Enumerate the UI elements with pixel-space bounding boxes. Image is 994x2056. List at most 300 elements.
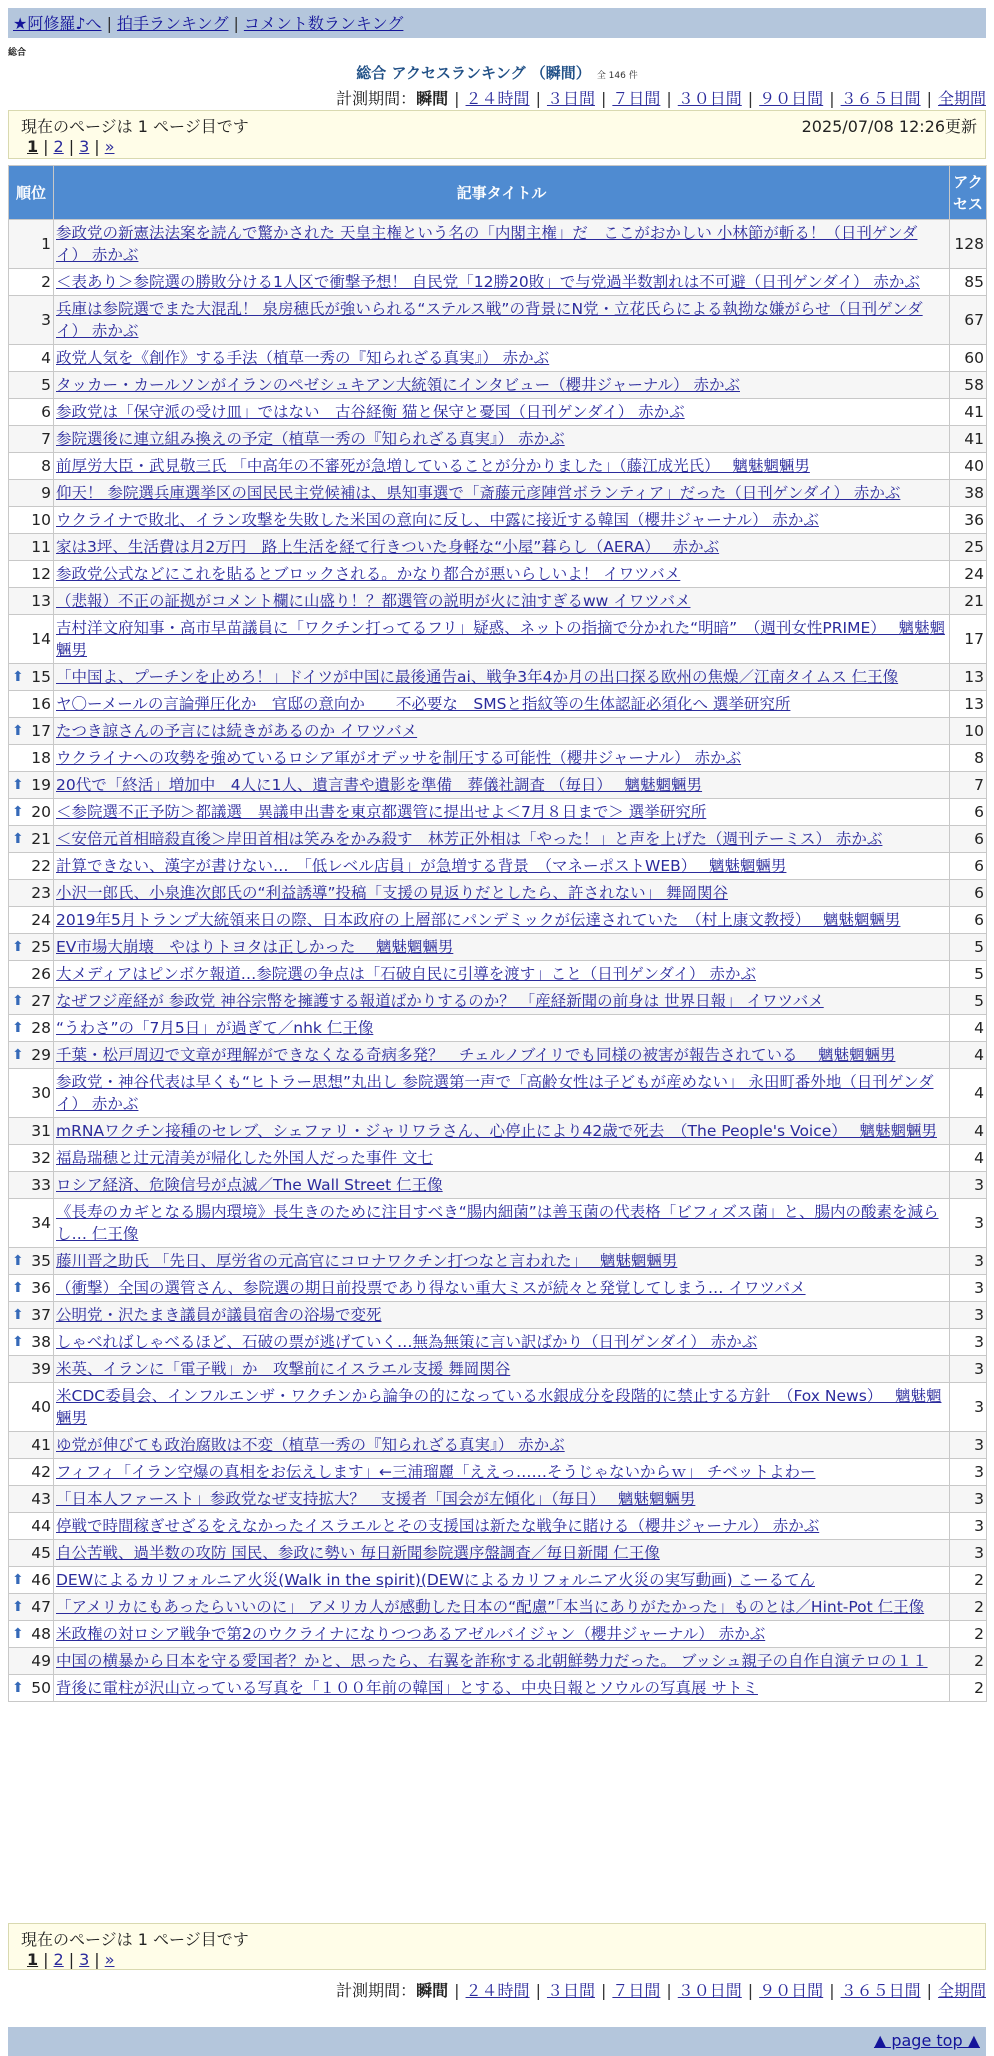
article-link[interactable]: mRNAワクチン接種のセレブ、シェファリ・ジャリワラさん、心停止により42歳で死去 （The People's Voice） 魑魅魍魎男: [56, 1122, 937, 1140]
article-link[interactable]: 米英、イランに「電子戦」か 攻撃前にイスラエル支援 舞岡関谷: [56, 1360, 511, 1378]
rank-number: 35: [31, 1252, 51, 1270]
access-count: 2: [950, 1594, 987, 1621]
access-count: 3: [950, 1356, 987, 1383]
access-count: 38: [950, 480, 987, 507]
ranking-table: [8, 165, 987, 1702]
article-link[interactable]: 藤川晋之助氏 「先日、厚労省の元高官にコロナワクチン打つなと言われた」 魑魅魍魎男: [56, 1252, 678, 1270]
rank-cell: [9, 907, 54, 934]
article-link[interactable]: しゃべればしゃべるほど、石破の票が逃げていく…無為無策に言い訳ばかり（日刊ゲンダイ） 赤かぶ: [56, 1333, 758, 1351]
access-count: 3: [950, 1383, 987, 1432]
rank-up-icon: ⬆: [12, 669, 24, 685]
rank-number: 7: [41, 430, 51, 448]
article-link[interactable]: ゆ党が伸びても政治腐敗は不変（植草一秀の『知られざる真実』） 赤かぶ: [56, 1436, 565, 1454]
access-count: 3: [950, 1199, 987, 1248]
period-separator: |: [926, 1981, 932, 2000]
rank-number: 18: [31, 749, 51, 767]
period-link[interactable]: ３０日間: [677, 89, 742, 108]
access-count: 2: [950, 1621, 987, 1648]
rank-cell: [9, 1432, 54, 1459]
access-count: 3: [950, 1172, 987, 1199]
access-count: 128: [950, 220, 987, 269]
title-cell: [54, 1329, 950, 1356]
table-row: [9, 1594, 987, 1621]
article-link[interactable]: ヤ〇ーメールの言論弾圧化か 官邸の意向か 不必要な SMSと指紋等の生体認証必須化へ 選挙研究所: [56, 695, 791, 713]
article-link[interactable]: DEWによるカリフォルニア火災(Walk in the spirit)(DEWによるカリフォルニア火災の実写動画) こーるてん: [56, 1571, 815, 1589]
page-link[interactable]: 3: [79, 1950, 90, 1969]
title-cell: [54, 961, 950, 988]
updated-timestamp: 2025/07/08 12:26更新: [801, 117, 977, 136]
period-link[interactable]: ２４時間: [465, 89, 530, 108]
rank-number: 10: [31, 511, 51, 529]
rank-number: 8: [41, 457, 51, 475]
title-cell: [54, 718, 950, 745]
article-link[interactable]: EV市場大崩壊 やはりトヨタは正しかった 魑魅魍魎男: [56, 938, 454, 956]
rank-number: 21: [31, 830, 51, 848]
rank-cell: [9, 1356, 54, 1383]
article-link[interactable]: “うわさ”の「7月5日」が過ぎて／nhk 仁王像: [56, 1019, 374, 1037]
top-nav-bar: [8, 8, 986, 38]
rank-cell: [9, 1459, 54, 1486]
table-row: [9, 534, 987, 561]
title-cell: [54, 1513, 950, 1540]
nav-separator: |: [106, 14, 112, 33]
rank-cell: [9, 220, 54, 269]
home-link[interactable]: ★阿修羅♪へ: [13, 14, 102, 33]
table-row: [9, 772, 987, 799]
period-link[interactable]: 全期間: [937, 1981, 986, 2000]
table-row: [9, 588, 987, 615]
access-count: 40: [950, 453, 987, 480]
article-link[interactable]: 20代で「終活」増加中 4人に1人、遺言書や遺影を準備 葬儀社調査 （毎日） 魑魅魍魎男: [56, 776, 703, 794]
title-cell: [54, 1118, 950, 1145]
access-count: 24: [950, 561, 987, 588]
access-count: 60: [950, 345, 987, 372]
article-link[interactable]: 公明党・沢たまき議員が議員宿舎の浴場で変死: [56, 1306, 382, 1324]
access-count: 4: [950, 1145, 987, 1172]
rank-number: 4: [41, 349, 51, 367]
current-page-text: 現在のページは 1 ページ目です: [21, 117, 249, 136]
title-cell: [54, 772, 950, 799]
article-link[interactable]: 参政党の新憲法法案を読んで驚かされた 天皇主権という名の「内閣主権」だ ここがおかしい 小林節が斬る！（日刊ゲンダイ） 赤かぶ: [56, 224, 918, 264]
title-cell: [54, 1486, 950, 1513]
rank-up-icon: ⬆: [12, 993, 24, 1009]
rank-cell: [9, 664, 54, 691]
period-link[interactable]: 全期間: [937, 89, 986, 108]
period-label: 計測期間：: [336, 89, 417, 108]
rank-up-icon: ⬆: [12, 723, 24, 739]
rank-number: 12: [31, 565, 51, 583]
article-link[interactable]: 福島瑞穂と辻元清美が帰化した外国人だった事件 文七: [56, 1149, 433, 1167]
title-cell: [54, 1459, 950, 1486]
rank-cell: [9, 826, 54, 853]
title-cell: [54, 1621, 950, 1648]
rank-number: 29: [31, 1046, 51, 1064]
article-link[interactable]: 「日本人ファースト」参政党なぜ支持拡大？ 支援者「国会が左傾化」（毎日） 魑魅魍魎男: [56, 1490, 696, 1508]
rank-number: 46: [31, 1571, 51, 1589]
page-current: 1: [27, 137, 39, 156]
rank-number: 3: [41, 311, 51, 329]
article-link[interactable]: なぜフジ産経が 参政党 神谷宗幣を擁護する報道ばかりするのか？ 「産経新聞の前身は 世界日報」 イワツバメ: [56, 992, 824, 1010]
next-page-link[interactable]: »: [104, 137, 115, 156]
article-link[interactable]: ウクライナで敗北、イラン攻撃を失敗した米国の意向に反し、中露に接近する韓国（櫻井ジャーナル） 赤かぶ: [56, 511, 819, 529]
rank-cell: [9, 1145, 54, 1172]
rank-cell: [9, 480, 54, 507]
rank-cell: [9, 1275, 54, 1302]
period-link[interactable]: ３６５日間: [840, 89, 921, 108]
title-cell: [54, 1199, 950, 1248]
article-link[interactable]: 停戦で時間稼ぎせざるをえなかったイスラエルとその支援国は新たな戦争に賭ける（櫻井ジャーナル） 赤かぶ: [56, 1517, 820, 1535]
title-cell: [54, 453, 950, 480]
table-row: [9, 1248, 987, 1275]
title-cell: [54, 1042, 950, 1069]
rank-cell: [9, 1567, 54, 1594]
rank-cell: [9, 799, 54, 826]
title-cell: [54, 691, 950, 718]
rank-cell: [9, 988, 54, 1015]
table-row: [9, 1302, 987, 1329]
page-link[interactable]: 3: [79, 137, 90, 156]
article-link[interactable]: たつき諒さんの予言には続きがあるのか イワツバメ: [56, 722, 418, 740]
rank-cell: [9, 507, 54, 534]
period-separator: |: [535, 1981, 541, 2000]
rank-number: 31: [31, 1122, 51, 1140]
table-row: [9, 1513, 987, 1540]
title-cell: [54, 399, 950, 426]
period-link[interactable]: ９０日間: [759, 89, 824, 108]
article-link[interactable]: （衝撃）全国の選管さん、参院選の期日前投票であり得ない重大ミスが続々と発覚してしまう… イワツバメ: [56, 1279, 806, 1297]
table-row: [9, 1199, 987, 1248]
rank-cell: [9, 691, 54, 718]
rank-number: 34: [31, 1214, 51, 1232]
clap-ranking-link[interactable]: 拍手ランキング: [116, 14, 229, 33]
title-cell: [54, 1648, 950, 1675]
access-count: 58: [950, 372, 987, 399]
table-row: [9, 934, 987, 961]
rank-cell: [9, 1042, 54, 1069]
current-page-text: 現在のページは 1 ページ目です: [21, 1930, 249, 1949]
rank-number: 20: [31, 803, 51, 821]
title-cell: [54, 1383, 950, 1432]
page-link[interactable]: 2: [53, 137, 64, 156]
rank-cell: [9, 772, 54, 799]
access-count: 3: [950, 1486, 987, 1513]
table-row: [9, 480, 987, 507]
table-row: [9, 561, 987, 588]
access-count: 3: [950, 1513, 987, 1540]
page-info-top: [8, 110, 986, 159]
rank-number: 43: [31, 1490, 51, 1508]
rank-number: 28: [31, 1019, 51, 1037]
article-link[interactable]: ＜安倍元首相暗殺直後＞岸田首相は笑みをかみ殺す 林芳正外相は「やった！」と声を上げた（週刊テーミス） 赤かぶ: [56, 830, 883, 848]
article-link[interactable]: 《長寿のカギとなる腸内環境》長生きのために注目すべき“腸内細菌”は善玉菌の代表格「ビフィズス菌」と、腸内の酸素を減らし… 仁王像: [56, 1203, 939, 1243]
table-row: [9, 745, 987, 772]
pagination: [27, 1950, 114, 1969]
article-link[interactable]: ウクライナへの攻勢を強めているロシア軍がオデッサを制圧する可能性（櫻井ジャーナル） 赤かぶ: [56, 749, 742, 767]
access-count: 4: [950, 1015, 987, 1042]
access-count: 7: [950, 772, 987, 799]
period-separator: |: [454, 1981, 460, 2000]
rank-number: 30: [31, 1084, 51, 1102]
ranking-title: 総合 アクセスランキング （瞬間）: [356, 64, 591, 82]
rank-cell: [9, 1675, 54, 1702]
article-link[interactable]: 兵庫は参院選でまた大混乱！ 泉房穂氏が強いられる“ステルス戦”の背景にN党・立花氏らによる執拗な嫌がらせ（日刊ゲンダイ） 赤かぶ: [56, 300, 923, 340]
rank-number: 42: [31, 1463, 51, 1481]
title-cell: [54, 988, 950, 1015]
table-row: [9, 718, 987, 745]
title-cell: [54, 345, 950, 372]
table-row: [9, 961, 987, 988]
rank-number: 47: [31, 1598, 51, 1616]
access-count: 3: [950, 1248, 987, 1275]
article-link[interactable]: 前厚労大臣・武見敬三氏 「中高年の不審死が急増していることが分かりました」（藤江成光氏） 魑魅魍魎男: [56, 457, 810, 475]
rank-cell: [9, 399, 54, 426]
article-link[interactable]: 計算できない、漢字が書けない… 「低レベル店員」が急増する背景 （マネーポストWEB） 魑魅魍魎男: [56, 857, 787, 875]
table-row: [9, 1069, 987, 1118]
article-link[interactable]: 吉村洋文府知事・高市早苗議員に「ワクチン打ってるフリ」疑惑、ネットの指摘で分かれた“明暗” （週刊女性PRIME） 魑魅魍魎男: [56, 619, 945, 659]
access-count: 3: [950, 1540, 987, 1567]
article-link[interactable]: フィフィ「イラン空爆の真相をお伝えします」←三浦瑠麗「ええっ……そうじゃないからｗ」 チベットよわー: [56, 1463, 816, 1481]
table-row: [9, 1015, 987, 1042]
table-row: [9, 880, 987, 907]
page-separator: |: [94, 137, 100, 156]
article-link[interactable]: 米CDC委員会、インフルエンザ・ワクチンから論争の的になっている水銀成分を段階的に禁止する方針 （Fox News） 魑魅魍魎男: [56, 1387, 942, 1427]
rank-cell: [9, 426, 54, 453]
rank-number: 39: [31, 1360, 51, 1378]
rank-up-icon: ⬆: [12, 1334, 24, 1350]
page-separator: |: [43, 1950, 49, 1969]
period-selector-top: [336, 86, 986, 109]
title-cell: [54, 1675, 950, 1702]
rank-cell: [9, 745, 54, 772]
period-separator: |: [666, 1981, 672, 2000]
title-cell: [54, 296, 950, 345]
page-separator: |: [43, 137, 49, 156]
period-separator: |: [747, 1981, 754, 2000]
access-count: 6: [950, 799, 987, 826]
period-link[interactable]: ３６５日間: [840, 1981, 921, 2000]
table-row: [9, 1432, 987, 1459]
access-count: 21: [950, 588, 987, 615]
period-separator: |: [747, 89, 754, 108]
page-top-link[interactable]: ▲ page top ▲: [873, 2031, 980, 2050]
title-cell: [54, 615, 950, 664]
access-count: 6: [950, 853, 987, 880]
rank-up-icon: ⬆: [12, 804, 24, 820]
table-row: [9, 399, 987, 426]
page-link[interactable]: 2: [53, 1950, 64, 1969]
period-separator: |: [454, 89, 460, 108]
article-link[interactable]: ロシア経済、危険信号が点滅／The Wall Street 仁王像: [56, 1176, 443, 1194]
period-link[interactable]: ７日間: [612, 89, 661, 108]
rank-number: 5: [41, 376, 51, 394]
access-count: 2: [950, 1567, 987, 1594]
page-info-bottom: [8, 1923, 986, 1970]
article-link[interactable]: 小沢一郎氏、小泉進次郎氏の“利益誘導”投稿「支援の見返りだとしたら、許されない」 舞岡関谷: [56, 884, 728, 902]
period-link[interactable]: ３日間: [546, 89, 595, 108]
title-cell: [54, 799, 950, 826]
article-link[interactable]: 2019年5月トランプ大統領来日の際、日本政府の上層部にパンデミックが伝達されていた （村上康文教授） 魑魅魍魎男: [56, 911, 901, 929]
title-cell: [54, 507, 950, 534]
article-link[interactable]: 自公苦戦、過半数の攻防 国民、参政に勢い 毎日新聞参院選序盤調査／毎日新聞 仁王像: [56, 1544, 660, 1562]
rank-up-icon: ⬆: [12, 777, 24, 793]
table-row: [9, 1648, 987, 1675]
comment-ranking-link[interactable]: コメント数ランキング: [243, 14, 404, 33]
rank-number: 19: [31, 776, 51, 794]
rank-number: 17: [31, 722, 51, 740]
rank-cell: [9, 880, 54, 907]
table-row: [9, 1356, 987, 1383]
article-link[interactable]: 参政党は「保守派の受け皿」ではない 古谷経衡 猫と保守と憂国（日刊ゲンダイ） 赤かぶ: [56, 403, 685, 421]
rank-number: 6: [41, 403, 51, 421]
rank-number: 16: [31, 695, 51, 713]
article-link[interactable]: 仰天！ 参院選兵庫選挙区の国民民主党候補は、県知事選で「斎藤元彦陣営ボランティア」だった（日刊ゲンダイ） 赤かぶ: [56, 484, 901, 502]
rank-number: 13: [31, 592, 51, 610]
rank-number: 2: [41, 273, 51, 291]
access-count: 25: [950, 534, 987, 561]
title-cell: [54, 1248, 950, 1275]
rank-cell: [9, 561, 54, 588]
rank-number: 22: [31, 857, 51, 875]
table-row: [9, 426, 987, 453]
rank-cell: [9, 934, 54, 961]
period-selector-bottom: [336, 1978, 986, 2001]
rank-number: 48: [31, 1625, 51, 1643]
table-row: [9, 907, 987, 934]
rank-cell: [9, 961, 54, 988]
access-count: 41: [950, 426, 987, 453]
period-separator: |: [926, 89, 932, 108]
rank-cell: [9, 853, 54, 880]
rank-up-icon: ⬆: [12, 1626, 24, 1642]
table-row: [9, 1621, 987, 1648]
period-link[interactable]: ９０日間: [759, 1981, 824, 2000]
table-row: [9, 1118, 987, 1145]
rank-number: 24: [31, 911, 51, 929]
period-separator: |: [600, 1981, 607, 2000]
rank-cell: [9, 269, 54, 296]
article-link[interactable]: 中国の横暴から日本を守る愛国者？かと、思ったら、右翼を詐称する北朝鮮勢力だった。 ブッシュ親子の自作自演テロの１１: [56, 1652, 928, 1670]
page-separator: |: [68, 1950, 75, 1969]
title-cell: [54, 1567, 950, 1594]
period-link[interactable]: ２４時間: [465, 1981, 530, 2000]
rank-number: 26: [31, 965, 51, 983]
article-link[interactable]: （悲報）不正の証拠がコメント欄に山盛り！？都選管の説明が火に油すぎるww イワツバメ: [56, 592, 691, 610]
rank-up-icon: ⬆: [12, 1047, 24, 1063]
rank-up-icon: ⬆: [12, 1280, 24, 1296]
rank-cell: [9, 1329, 54, 1356]
article-link[interactable]: ＜表あり＞参院選の勝敗分ける1人区で衝撃予想！ 自民党「12勝20敗」で与党過半数割れは不可避（日刊ゲンダイ） 赤かぶ: [56, 273, 920, 291]
rank-cell: [9, 1015, 54, 1042]
table-row: [9, 1567, 987, 1594]
article-link[interactable]: 大メディアはピンボケ報道…参院選の争点は「石破自民に引導を渡す」こと（日刊ゲンダイ） 赤かぶ: [56, 965, 756, 983]
article-link[interactable]: 「中国よ、プーチンを止めろ！」ドイツが中国に最後通告ai、戦争3年4か月の出口探る欧州の焦燥／江南タイムス 仁王像: [56, 668, 899, 686]
access-count: 36: [950, 507, 987, 534]
access-count: 6: [950, 880, 987, 907]
table-row: [9, 269, 987, 296]
access-header: アクセス: [950, 166, 987, 220]
title-cell: [54, 1302, 950, 1329]
rank-cell: [9, 1069, 54, 1118]
access-count: 6: [950, 907, 987, 934]
period-link[interactable]: ３０日間: [677, 1981, 742, 2000]
article-link[interactable]: 「アメリカにもあったらいいのに」 アメリカ人が感動した日本の“配慮”「本当にありがたかった」ものとは／Hint-Pot 仁王像: [56, 1598, 925, 1616]
bottom-bar: [8, 2027, 986, 2056]
table-row: [9, 1042, 987, 1069]
article-link[interactable]: 参政党・神谷代表は早くも“ヒトラー思想”丸出し 参院選第一声で「高齢女性は子どもが産めない」 永田町番外地（日刊ゲンダイ） 赤かぶ: [56, 1073, 934, 1113]
pagination: [27, 137, 114, 156]
category-label: 総合: [8, 48, 27, 58]
rank-number: 33: [31, 1176, 51, 1194]
access-count: 2: [950, 1648, 987, 1675]
rank-number: 14: [31, 630, 51, 648]
access-count: 3: [950, 1302, 987, 1329]
period-separator: |: [666, 89, 672, 108]
article-link[interactable]: 米政権の対ロシア戦争で第2のウクライナになりつつあるアゼルバイジャン（櫻井ジャーナル） 赤かぶ: [56, 1625, 766, 1643]
title-cell: [54, 269, 950, 296]
period-label: 計測期間：: [336, 1981, 417, 2000]
title-cell: [54, 826, 950, 853]
article-link[interactable]: 政党人気を《創作》する手法（植草一秀の『知られざる真実』） 赤かぶ: [56, 349, 550, 367]
period-separator: |: [535, 89, 541, 108]
access-count: 41: [950, 399, 987, 426]
article-link[interactable]: 参政党公式などにこれを貼るとブロックされる。かなり都合が悪いらしいよ！ イワツバメ: [56, 565, 681, 583]
next-page-link[interactable]: »: [104, 1950, 115, 1969]
title-cell: [54, 1172, 950, 1199]
article-link[interactable]: タッカー・カールソンがイランのペゼシュキアン大統領にインタビュー（櫻井ジャーナル） 赤かぶ: [56, 376, 740, 394]
table-row: [9, 1383, 987, 1432]
article-link[interactable]: 参院選後に連立組み換えの予定（植草一秀の『知られざる真実』） 赤かぶ: [56, 430, 565, 448]
table-row: [9, 664, 987, 691]
access-count: 2: [950, 1675, 987, 1702]
rank-number: 49: [31, 1652, 51, 1670]
rank-cell: [9, 1513, 54, 1540]
table-row: [9, 453, 987, 480]
article-link[interactable]: 千葉・松戸周辺で文章が理解ができなくなる奇病多発？ チェルノブイリでも同様の被害が報告されている 魑魅魍魎男: [56, 1046, 896, 1064]
table-row: [9, 1145, 987, 1172]
rank-cell: [9, 615, 54, 664]
title-cell: [54, 934, 950, 961]
rank-cell: [9, 1302, 54, 1329]
rank-number: 37: [31, 1306, 51, 1324]
table-row: [9, 799, 987, 826]
title-cell: [54, 664, 950, 691]
rank-cell: [9, 718, 54, 745]
article-link[interactable]: 背後に電柱が沢山立っている写真を「１００年前の韓国」とする、中央日報とソウルの写真展 サトミ: [56, 1679, 758, 1697]
article-link[interactable]: 家は3坪、生活費は月2万円 路上生活を経て行きついた身軽な“小屋”暮らし（AERA） 赤かぶ: [56, 538, 720, 556]
table-row: [9, 988, 987, 1015]
table-row: [9, 507, 987, 534]
access-count: 4: [950, 1118, 987, 1145]
rank-up-icon: ⬆: [12, 1307, 24, 1323]
period-current: 瞬間: [416, 1981, 449, 2000]
rank-up-icon: ⬆: [12, 831, 24, 847]
article-link[interactable]: ＜参院選不正予防＞都議選 異議申出書を東京都選管に提出せよ＜7月８日まで＞ 選挙研究所: [56, 803, 707, 821]
title-cell: [54, 426, 950, 453]
rank-cell: [9, 1594, 54, 1621]
rank-cell: [9, 1486, 54, 1513]
rank-cell: [9, 1621, 54, 1648]
period-link[interactable]: ７日間: [612, 1981, 661, 2000]
page-current: 1: [27, 1950, 39, 1969]
table-row: [9, 853, 987, 880]
title-cell: [54, 907, 950, 934]
rank-number: 23: [31, 884, 51, 902]
table-row: [9, 372, 987, 399]
rank-number: 1: [41, 235, 51, 253]
table-row: [9, 296, 987, 345]
table-header-row: [9, 166, 987, 220]
period-link[interactable]: ３日間: [546, 1981, 595, 2000]
